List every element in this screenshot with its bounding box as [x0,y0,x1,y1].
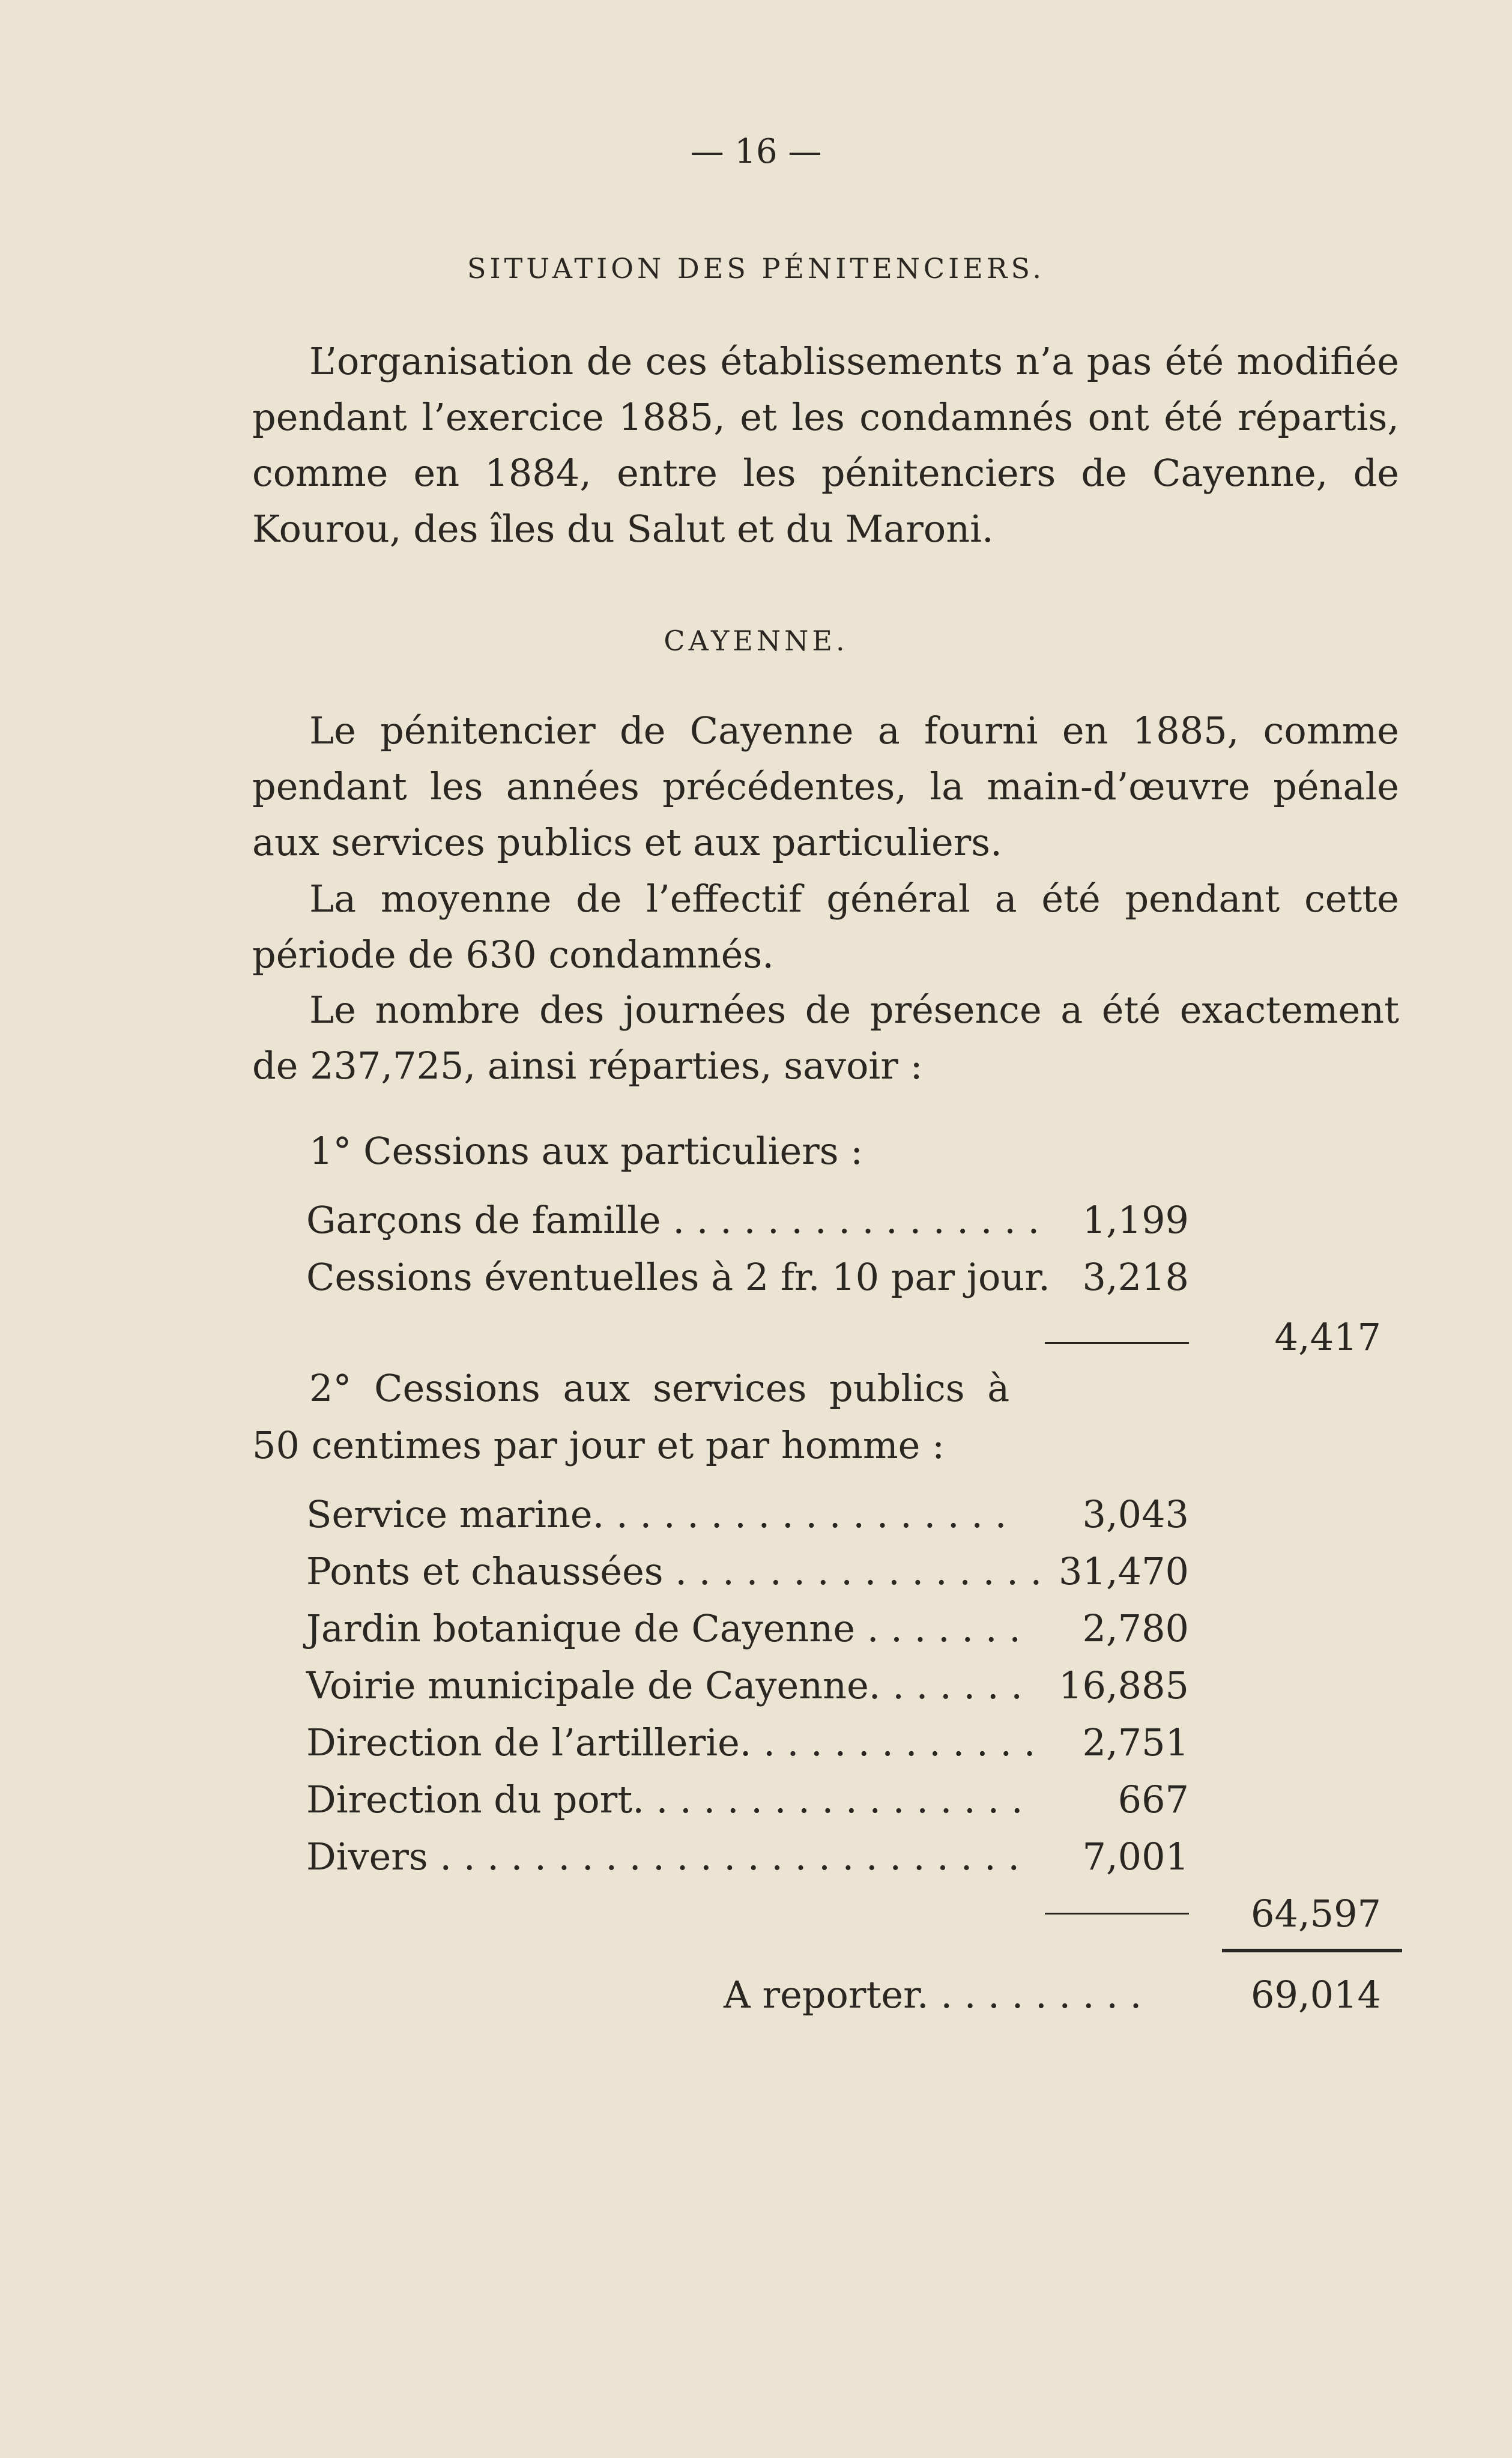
leader-dots: . [1038,1255,1050,1299]
paragraph-1: Le pénitencier de Cayenne a fourni en 1885, comme pendant les années précédentes, la main-d’œuvre pénale aux services publics et aux particuliers. [252,709,1399,864]
leader-dots: . . . . . . . . . . [916,1973,1142,2017]
ledger-label: Garçons de famille [306,1198,661,1242]
ledger-row [306,1492,1006,1536]
ledger-label: Cessions éventuelles à 2 fr. 10 par jour [306,1255,1039,1299]
leader-dots: . . . . . . . . . . . . . . . . . . [592,1492,1007,1536]
ledger-label: Direction du port [306,1778,633,1821]
ledger-value: 3,043 [1082,1492,1189,1536]
ledger-value: 667 [1117,1778,1189,1821]
ledger-row [306,1549,1042,1593]
leader-dots: . . . . . . . . . . . . . . . . [661,1198,1040,1242]
subsection-title: CAYENNE. [664,625,848,657]
ledger-value: 31,470 [1059,1549,1189,1593]
total-rule [1222,1949,1402,1952]
carry-forward-label: A reporter [724,1973,917,2017]
page-number: — 16 — [690,132,822,171]
ledger-value: 1,199 [1082,1198,1189,1242]
ledger-value: 3,218 [1082,1255,1189,1299]
paragraph-2: La moyenne de l’effectif général a été pendant cette période de 630 condamnés. [252,877,1399,976]
subtotal-rule [1045,1342,1189,1344]
leader-dots: . . . . . . . . . . . . . . . . . [632,1778,1023,1821]
ledger-row [306,1721,1035,1764]
section-1-total: 4,417 [1274,1315,1381,1359]
ledger-value: 2,751 [1082,1721,1189,1764]
ledger-value: 7,001 [1082,1835,1189,1878]
ledger-label: Voirie municipale de Cayenne [306,1663,869,1707]
ledger-row [306,1198,1045,1242]
ledger-value: 2,780 [1082,1606,1189,1650]
ledger-row [306,1835,1020,1878]
section-2-heading-line2: 50 centimes par jour et par homme : [252,1423,945,1467]
ledger-label: Service marine [306,1492,593,1536]
intro-paragraph: L’organisation de ces établissements n’a pas été modifiée pendant l’exercice 1885, et les condamnés ont été répartis, comme en 1884, entre les pénitenciers de Cayenne, de Kourou, des îles du Salut et du Maroni. [252,339,1399,551]
section-title: SITUATION DES PÉNITENCIERS. [467,252,1045,285]
leader-dots: . . . . . . . . . . . . . . . . [663,1549,1042,1593]
ledger-value: 16,885 [1059,1663,1189,1707]
section-1-heading: 1° Cessions aux particuliers : [309,1129,863,1173]
ledger-row [306,1663,1023,1707]
leader-dots: . . . . . . . . . . . . . [739,1721,1036,1764]
ledger-row [306,1255,1050,1299]
ledger-row [306,1778,1023,1821]
carry-forward-row [724,1973,1142,2017]
paragraph-3: Le nombre des journées de présence a été exactement de 237,725, ainsi réparties, savoir : [252,988,1399,1088]
ledger-row [306,1606,1021,1650]
section-2-heading-line1: 2° Cessions aux services publics à [309,1366,1010,1410]
leader-dots: . . . . . . . [868,1663,1023,1707]
leader-dots: . . . . . . . [855,1606,1021,1650]
ledger-label: Divers [306,1835,428,1878]
ledger-label: Ponts et chaussées [306,1549,664,1593]
leader-dots: . . . . . . . . . . . . . . . . . . . . . . . . . [428,1835,1020,1878]
carry-forward-value: 69,014 [1251,1973,1381,2017]
section-2-total: 64,597 [1251,1892,1381,1936]
ledger-label: Direction de l’artillerie [306,1721,740,1764]
subtotal-rule [1045,1913,1189,1915]
ledger-label: Jardin botanique de Cayenne [306,1606,856,1650]
